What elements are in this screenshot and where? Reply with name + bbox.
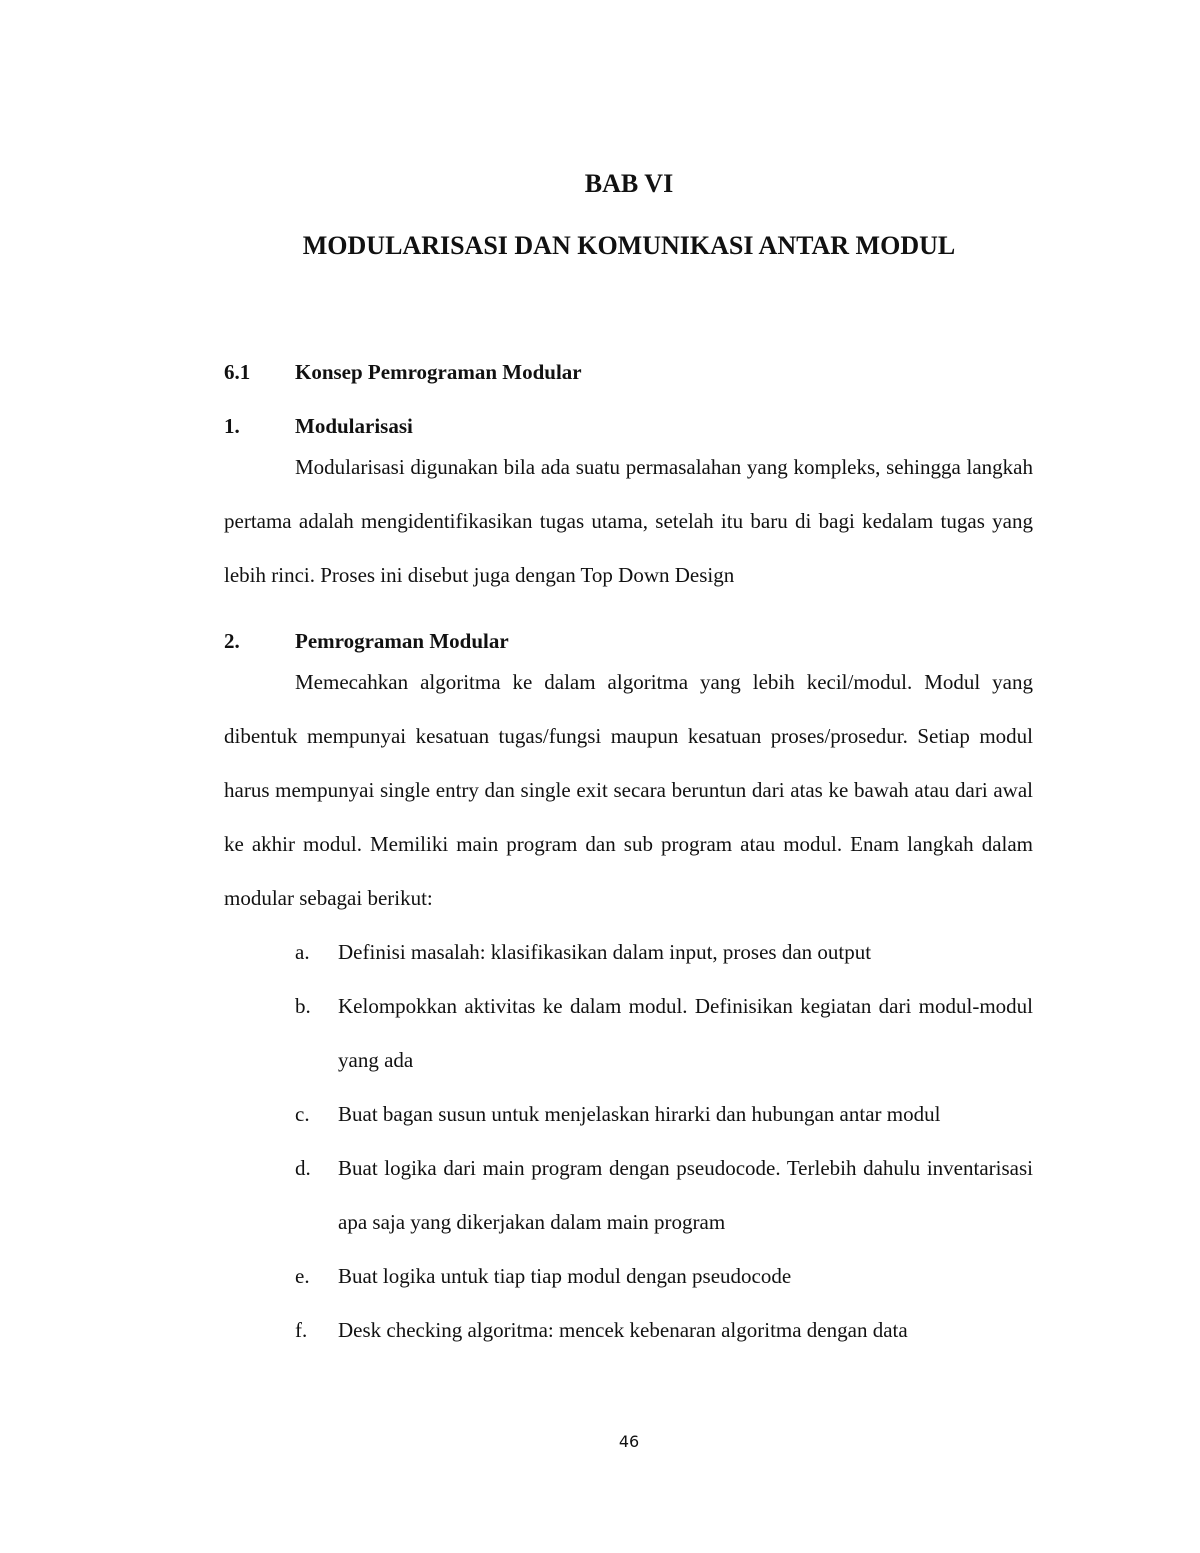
- subsection-title: Modularisasi: [295, 414, 413, 438]
- list-marker: c.: [295, 1102, 310, 1126]
- list-item: [295, 1087, 1033, 1141]
- subsection-heading-pemrograman-modular: [224, 627, 509, 655]
- list-item-text: Definisi masalah: klasifikasikan dalam input, proses dan output: [338, 940, 872, 964]
- list-marker: d.: [295, 1156, 311, 1180]
- subsection-heading-modularisasi: [224, 412, 413, 440]
- list-item: [295, 1303, 1033, 1357]
- section-number: 6.1: [224, 360, 251, 384]
- list-item-text: Buat logika dari main program dengan pseudocode. Terlebih dahulu inventarisasi apa saja yang dikerjakan dalam main program: [338, 1156, 1033, 1234]
- list-marker: f.: [295, 1318, 308, 1342]
- steps-list: [295, 925, 1033, 1357]
- list-marker: b.: [295, 994, 311, 1018]
- list-item-text: Kelompokkan aktivitas ke dalam modul. Definisikan kegiatan dari modul-modul yang ada: [338, 994, 1033, 1072]
- list-marker: e.: [295, 1264, 310, 1288]
- section-heading: [224, 358, 582, 386]
- page-number: 46: [618, 1432, 640, 1451]
- list-item: [295, 925, 1033, 979]
- list-item-text: Buat logika untuk tiap tiap modul dengan pseudocode: [338, 1264, 792, 1288]
- subsection-title: Pemrograman Modular: [295, 629, 509, 653]
- paragraph-modularisasi: Modularisasi digunakan bila ada suatu permasalahan yang kompleks, sehingga langkah pertama adalah mengidentifikasikan tugas utama, setelah itu baru di bagi kedalam tugas yang lebih rinci. Proses ini disebut juga dengan Top Down Design: [224, 455, 1033, 587]
- paragraph-pemrograman-modular: Memecahkan algoritma ke dalam algoritma yang lebih kecil/modul. Modul yang dibentuk mempunyai kesatuan tugas/fungsi maupun kesatuan proses/prosedur. Setiap modul harus mempunyai single entry dan single exit secara beruntun dari atas ke bawah atau dari awal ke akhir modul. Memiliki main program dan sub program atau modul. Enam langkah dalam modular sebagai berikut:: [224, 670, 1033, 910]
- section-title: Konsep Pemrograman Modular: [295, 360, 582, 384]
- chapter-title: MODULARISASI DAN KOMUNIKASI ANTAR MODUL: [302, 231, 956, 260]
- subsection-number: 1.: [224, 414, 240, 438]
- chapter-label: BAB VI: [584, 169, 674, 198]
- list-item: [295, 979, 1033, 1087]
- list-item-text: Buat bagan susun untuk menjelaskan hirarki dan hubungan antar modul: [338, 1102, 941, 1126]
- list-item: [295, 1141, 1033, 1249]
- list-marker: a.: [295, 940, 310, 964]
- list-item: [295, 1249, 1033, 1303]
- subsection-number: 2.: [224, 629, 240, 653]
- list-item-text: Desk checking algoritma: mencek kebenaran algoritma dengan data: [338, 1318, 908, 1342]
